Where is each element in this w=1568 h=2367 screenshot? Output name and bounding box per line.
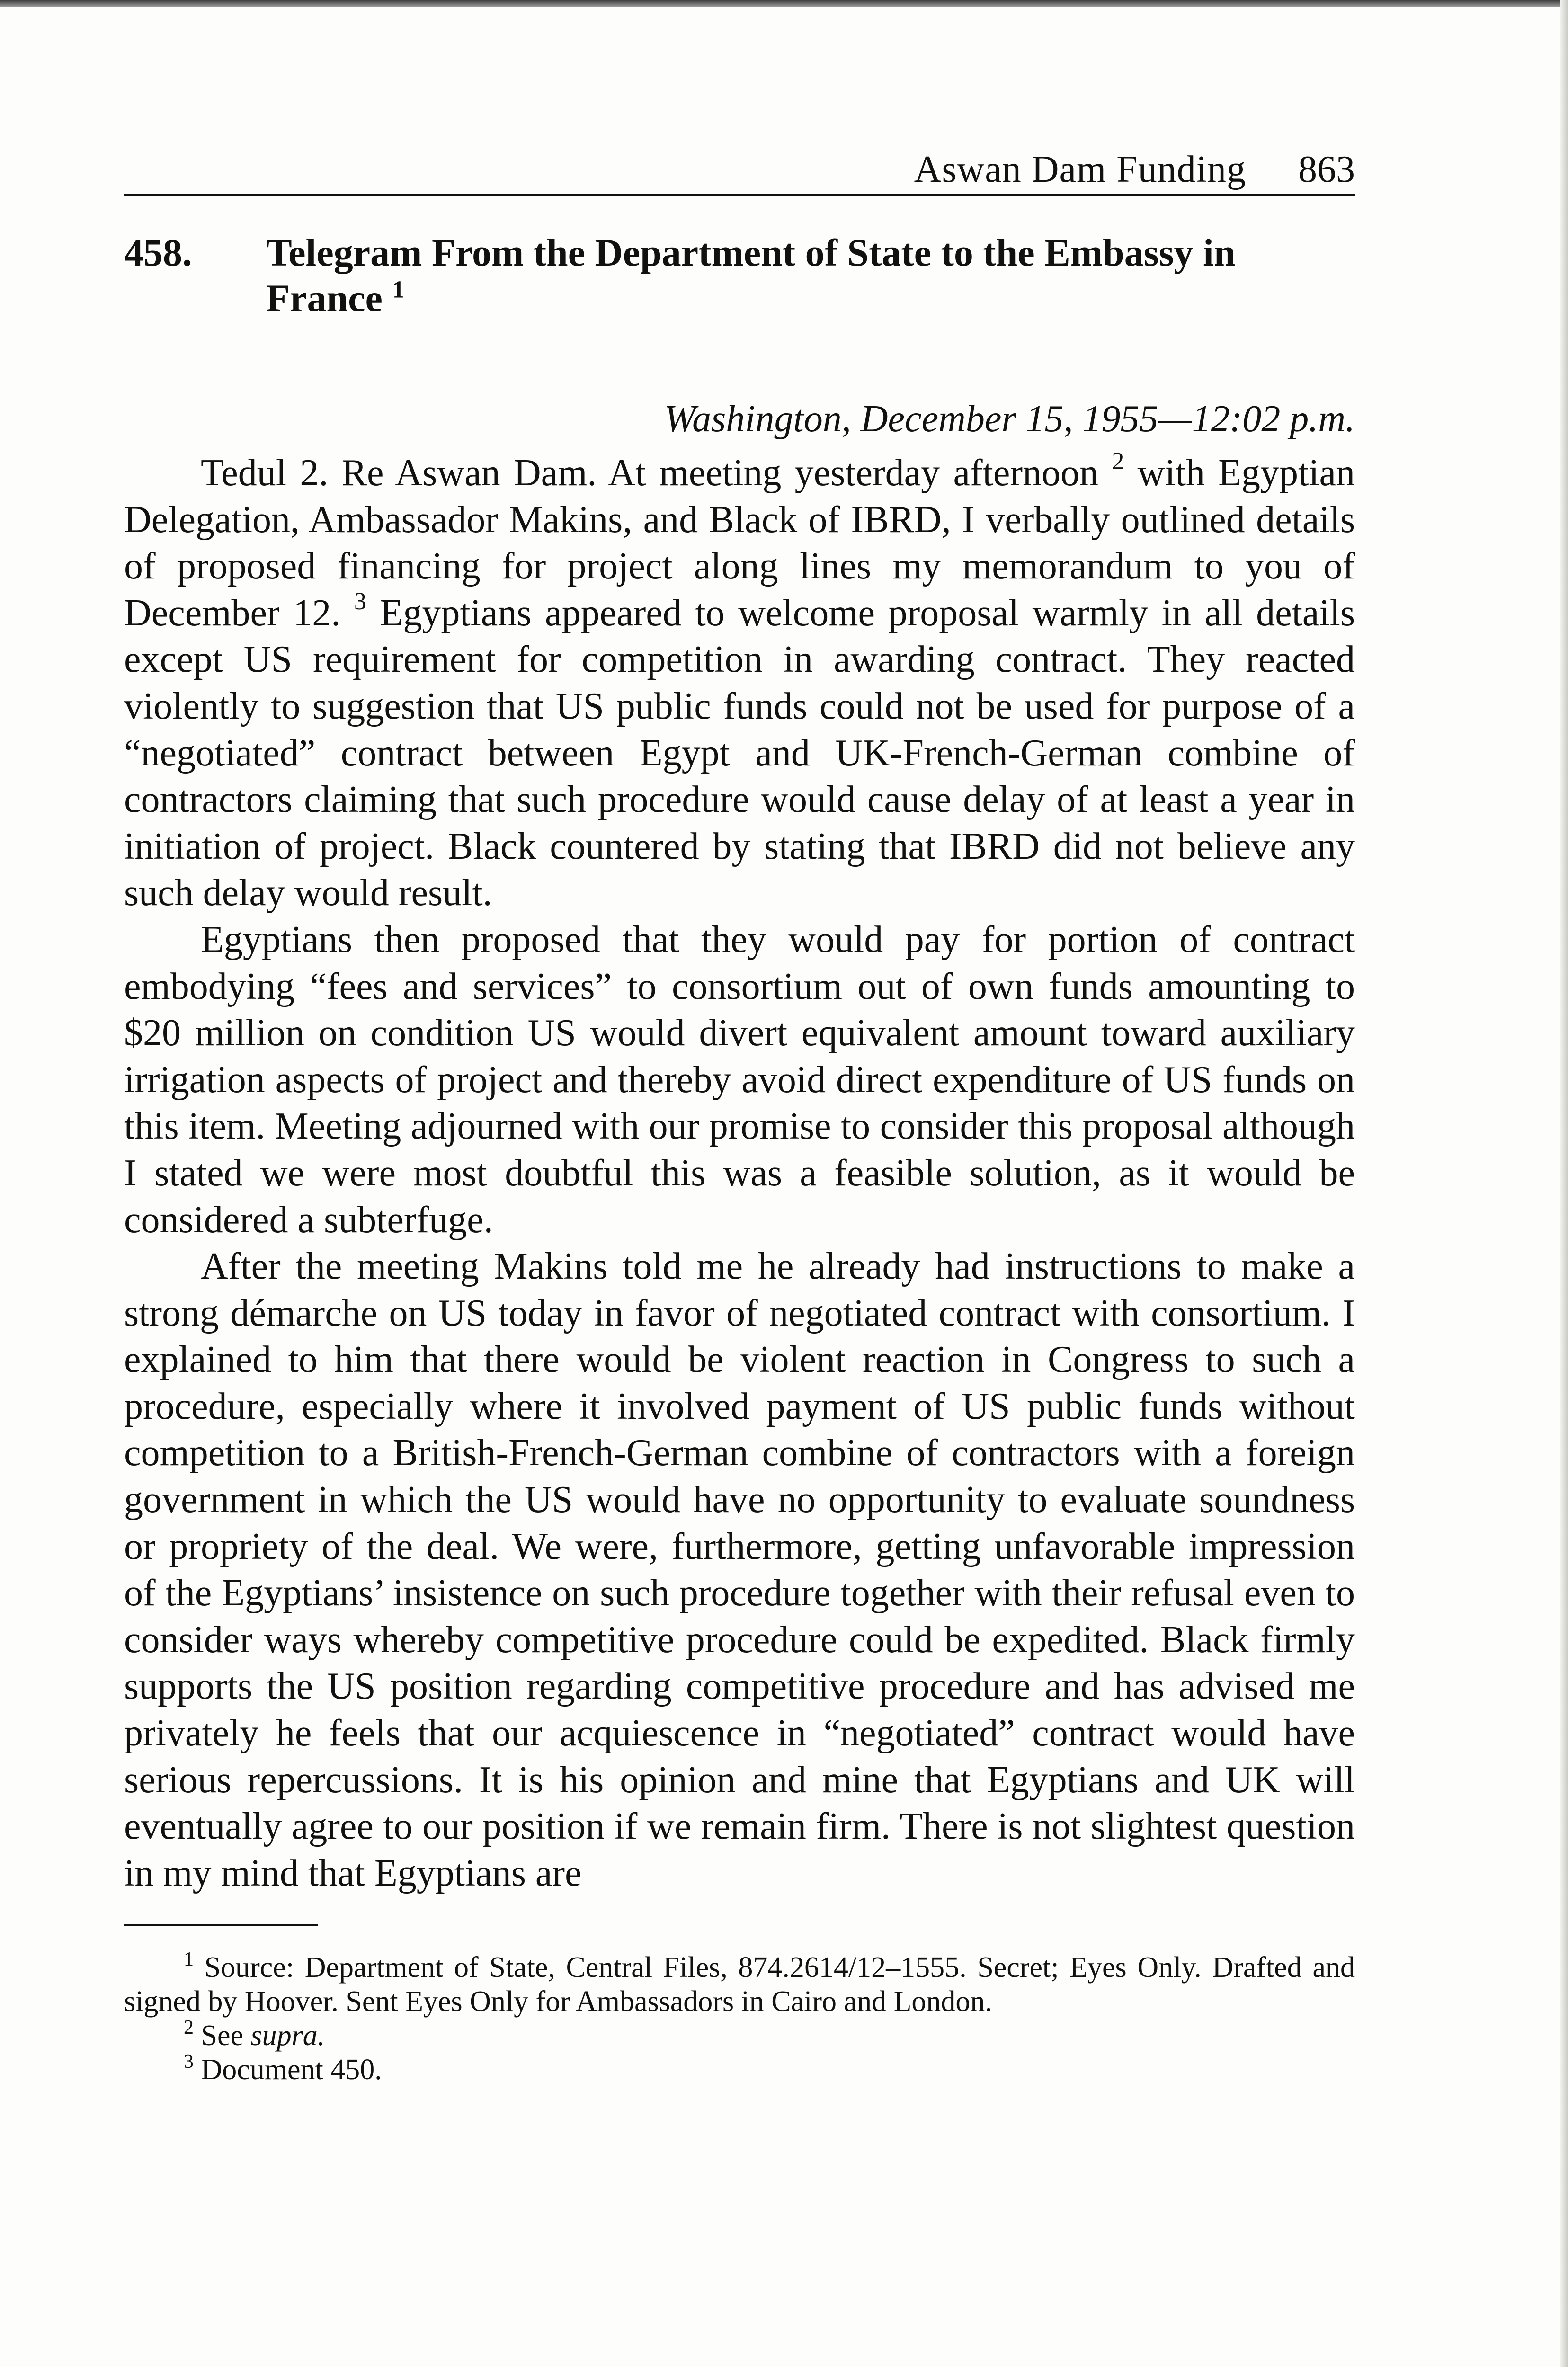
document-number: 458. xyxy=(124,231,192,274)
footnote-rule xyxy=(124,1924,318,1926)
paragraph-1-part-b: with Egyptian Delegation, Ambassador Makins, and Black of IBRD, I verbally outlined details of proposed financing for project along lines my memorandum to you of December 12. xyxy=(124,452,1355,634)
footnote-2-prefix: See xyxy=(201,2020,244,2052)
running-head-title: Aswan Dam Funding xyxy=(914,149,1246,190)
footnote-3 xyxy=(124,2053,1355,2087)
running-head xyxy=(124,142,1355,196)
telegram-body xyxy=(124,450,1355,1896)
paragraph-3: After the meeting Makins told me he already had instructions to make a strong démarche on US today in favor of negotiated contract with consortium. I explained to him that there would be violent reaction in Congress to such a procedure, especially where it involved payment of US public funds without competition to a British-French-German combine of contractors with a foreign government in which the US would have no opportunity to evaluate soundness or propriety of the deal. We were, furthermore, getting unfavorable impression of the Egyptians’ insistence on such procedure together with their refusal even to consider ways whereby competitive procedure could be expedited. Black firmly supports the US position regarding competitive procedure and has advised me privately he feels that our acquiescence in “negotiated” contract would have serious repercussions. It is his opinion and mine that Egyptians and UK will eventually agree to our position if we remain firm. There is not slightest question in my mind that Egyptians are xyxy=(124,1246,1355,1894)
book-page xyxy=(124,142,1355,2087)
footnote-3-text: Document 450. xyxy=(201,2054,382,2086)
footnote-1-text: Source: Department of State, Central Files, 874.2614/12–1555. Secret; Eyes Only. Drafted and signed by Hoover. Sent Eyes Only for Ambassadors in Cairo and London. xyxy=(124,1951,1355,2018)
document-heading xyxy=(124,230,1355,321)
footnote-ref-3: 3 xyxy=(354,587,366,615)
footnotes xyxy=(124,1950,1355,2087)
page-top-edge xyxy=(0,0,1568,7)
paragraph-1-part-c: Egyptians appeared to welcome proposal warmly in all details except US requirement for competition in awarding contract. They reacted violently to suggestion that US public funds could not be used for purpose of a “negotiated” contract between Egypt and UK-French-German combine of contractors claiming that such procedure would cause delay of at least a year in initiation of project. Black countered by stating that IBRD did not believe any such delay would result. xyxy=(124,592,1355,914)
footnote-2-mark: 2 xyxy=(184,2017,194,2039)
page-right-edge xyxy=(1560,0,1568,2367)
footnote-ref-2: 2 xyxy=(1112,448,1124,475)
paragraph-2: Egyptians then proposed that they would pay for portion of contract embodying “fees and services” to consortium out of own funds amounting to $20 million on condition US would divert equivalent amount toward auxiliary irrigation aspects of project and thereby avoid direct expenditure of US funds on this item. Meeting adjourned with our promise to consider this proposal although I stated we were most doubtful this was a feasible solution, as it would be considered a subterfuge. xyxy=(124,918,1355,1241)
footnote-3-mark: 3 xyxy=(184,2051,194,2073)
footnote-1-mark: 1 xyxy=(184,1949,194,1971)
footnote-2 xyxy=(124,2019,1355,2053)
title-footnote-ref: 1 xyxy=(392,276,405,303)
page-number: 863 xyxy=(1298,149,1355,190)
paragraph-1-part-a: Tedul 2. Re Aswan Dam. At meeting yesterday afternoon xyxy=(201,452,1098,494)
footnote-1 xyxy=(124,1950,1355,2019)
document-title-block xyxy=(266,230,1355,321)
footnote-2-italic: supra. xyxy=(250,2020,325,2052)
paragraph-1 xyxy=(124,450,1355,917)
document-title: Telegram From the Department of State to the Embassy in France xyxy=(266,231,1236,320)
dateline: Washington, December 15, 1955—12:02 p.m. xyxy=(664,398,1355,440)
